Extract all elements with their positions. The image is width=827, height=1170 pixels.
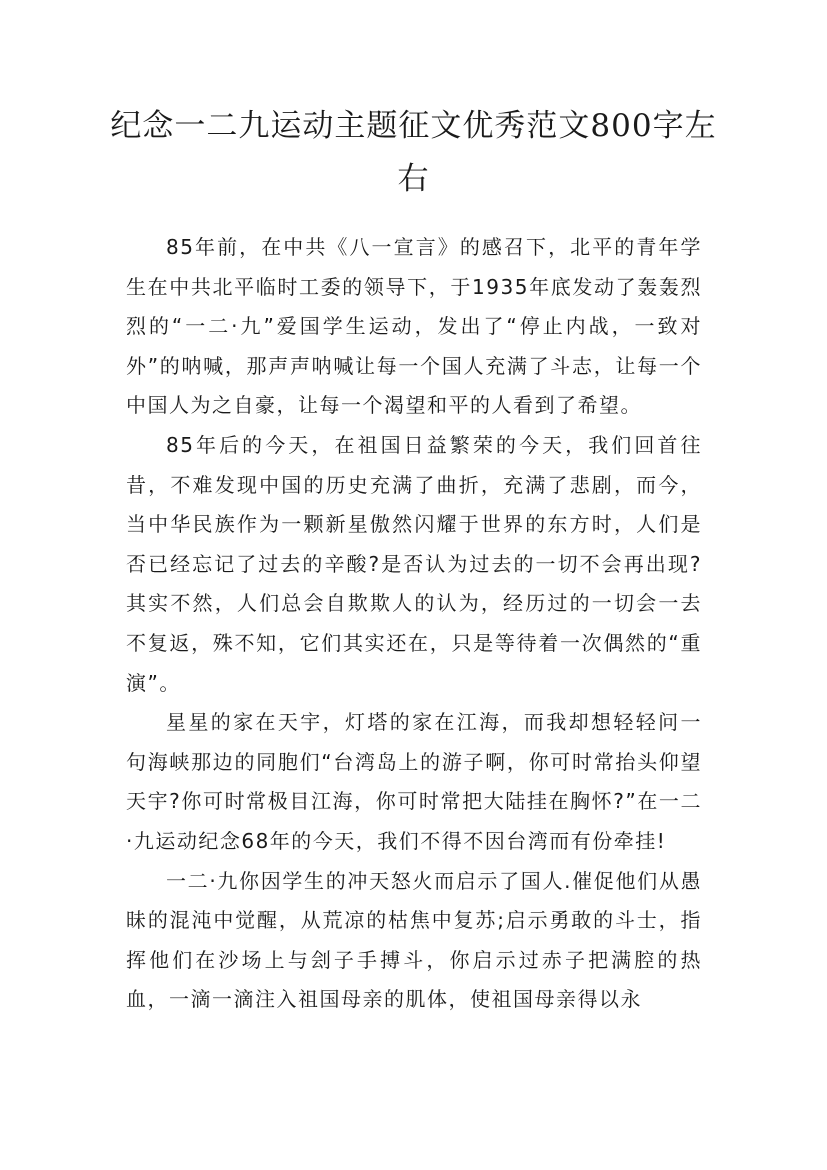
document-body xyxy=(126,228,702,1020)
paragraph-4: 一二·九你因学生的冲天怒火而启示了国人.催促他们从愚昧的混沌中觉醒，从荒凉的枯焦中复苏;启示勇敢的斗士，指挥他们在沙场上与刽子手搏斗，你启示过赤子把满腔的热血，一滴一滴注入祖国母亲的肌体，使祖国母亲得以永 xyxy=(126,868,702,1012)
paragraph-3: 星星的家在天宇，灯塔的家在江海，而我却想轻轻问一句海峡那边的同胞们“台湾岛上的游子啊，你可时常抬头仰望天宇?你可时常极目江海，你可时常把大陆挂在胸怀?”在一二·九运动纪念68年的今天，我们不得不因台湾而有份牵挂! xyxy=(126,710,702,853)
document-title: 纪念一二九运动主题征文优秀范文800字左右 xyxy=(110,108,717,197)
paragraph-2: 85年后的今天，在祖国日益繁荣的今天，我们回首往昔，不难发现中国的历史充满了曲折，充满了悲剧，而今，当中华民族作为一颗新星傲然闪耀于世界的东方时，人们是否已经忘记了过去的辛酸?是否认为过去的一切不会再出现?其实不然，人们总会自欺欺人的认为，经历过的一切会一去不复返，殊不知，它们其实还在，只是等待着一次偶然的“重演”。 xyxy=(126,432,702,695)
paragraph-1: 85年前，在中共《八一宣言》的感召下，北平的青年学生在中共北平临时工委的领导下，于1935年底发动了轰轰烈烈的“一二·九”爱国学生运动，发出了“停止内战，一致对外”的呐喊，那声声呐喊让每一个国人充满了斗志，让每一个中国人为之自豪，让每一个渴望和平的人看到了希望。 xyxy=(126,235,702,418)
